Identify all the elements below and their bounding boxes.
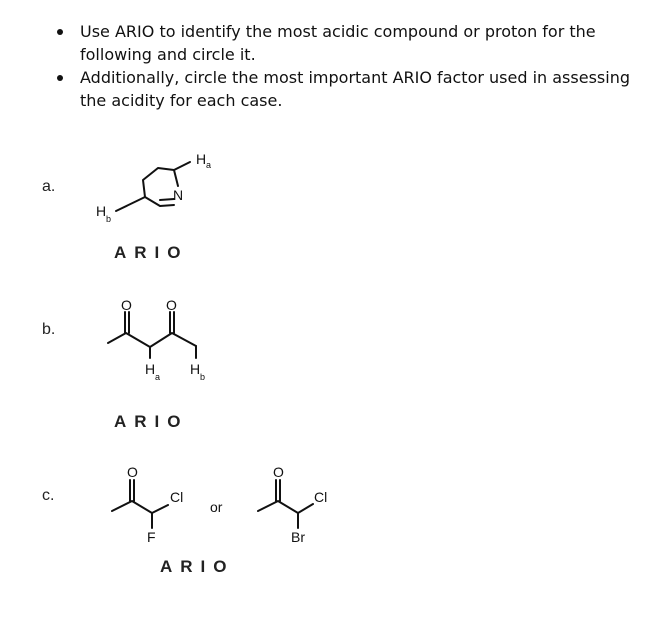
proton-hb-sub: b <box>106 214 112 224</box>
proton-ha: H <box>145 361 156 377</box>
proton-ha-sub: a <box>206 160 212 170</box>
proton-hb-sub: b <box>200 372 206 382</box>
fluorine-c1: F <box>147 529 156 545</box>
ario-choices-b[interactable]: ARIO <box>114 412 189 431</box>
oxygen-2: O <box>166 297 177 313</box>
ario-choices-a[interactable]: ARIO <box>114 243 189 262</box>
proton-hb: H <box>190 361 201 377</box>
question-a-label: a. <box>42 178 56 195</box>
oxygen-1: O <box>121 297 132 313</box>
proton-hb: H <box>96 203 107 219</box>
or-connector: or <box>210 499 223 515</box>
structure-b <box>108 297 205 382</box>
chlorine-c1: Cl <box>170 489 184 505</box>
nitrogen-atom: N <box>173 187 184 203</box>
instruction-text: Use ARIO to identify the most acidic compound or proton for the following and circle it. <box>80 22 596 64</box>
proton-ha: H <box>196 151 207 167</box>
chlorine-c2: Cl <box>314 489 328 505</box>
structure-c-right <box>258 464 327 545</box>
question-c-label: c. <box>42 487 55 504</box>
structure-c-left <box>112 464 183 545</box>
question-b-label: b. <box>42 321 56 338</box>
ario-choices-c[interactable]: ARIO <box>160 557 235 576</box>
instruction-text: Additionally, circle the most important ARIO factor used in assessing the acidity for each case. <box>80 68 630 110</box>
structure-a <box>96 151 211 224</box>
proton-ha-sub: a <box>155 372 161 382</box>
oxygen-c2: O <box>273 464 284 480</box>
bromine-c2: Br <box>291 529 305 545</box>
oxygen-c1: O <box>127 464 138 480</box>
